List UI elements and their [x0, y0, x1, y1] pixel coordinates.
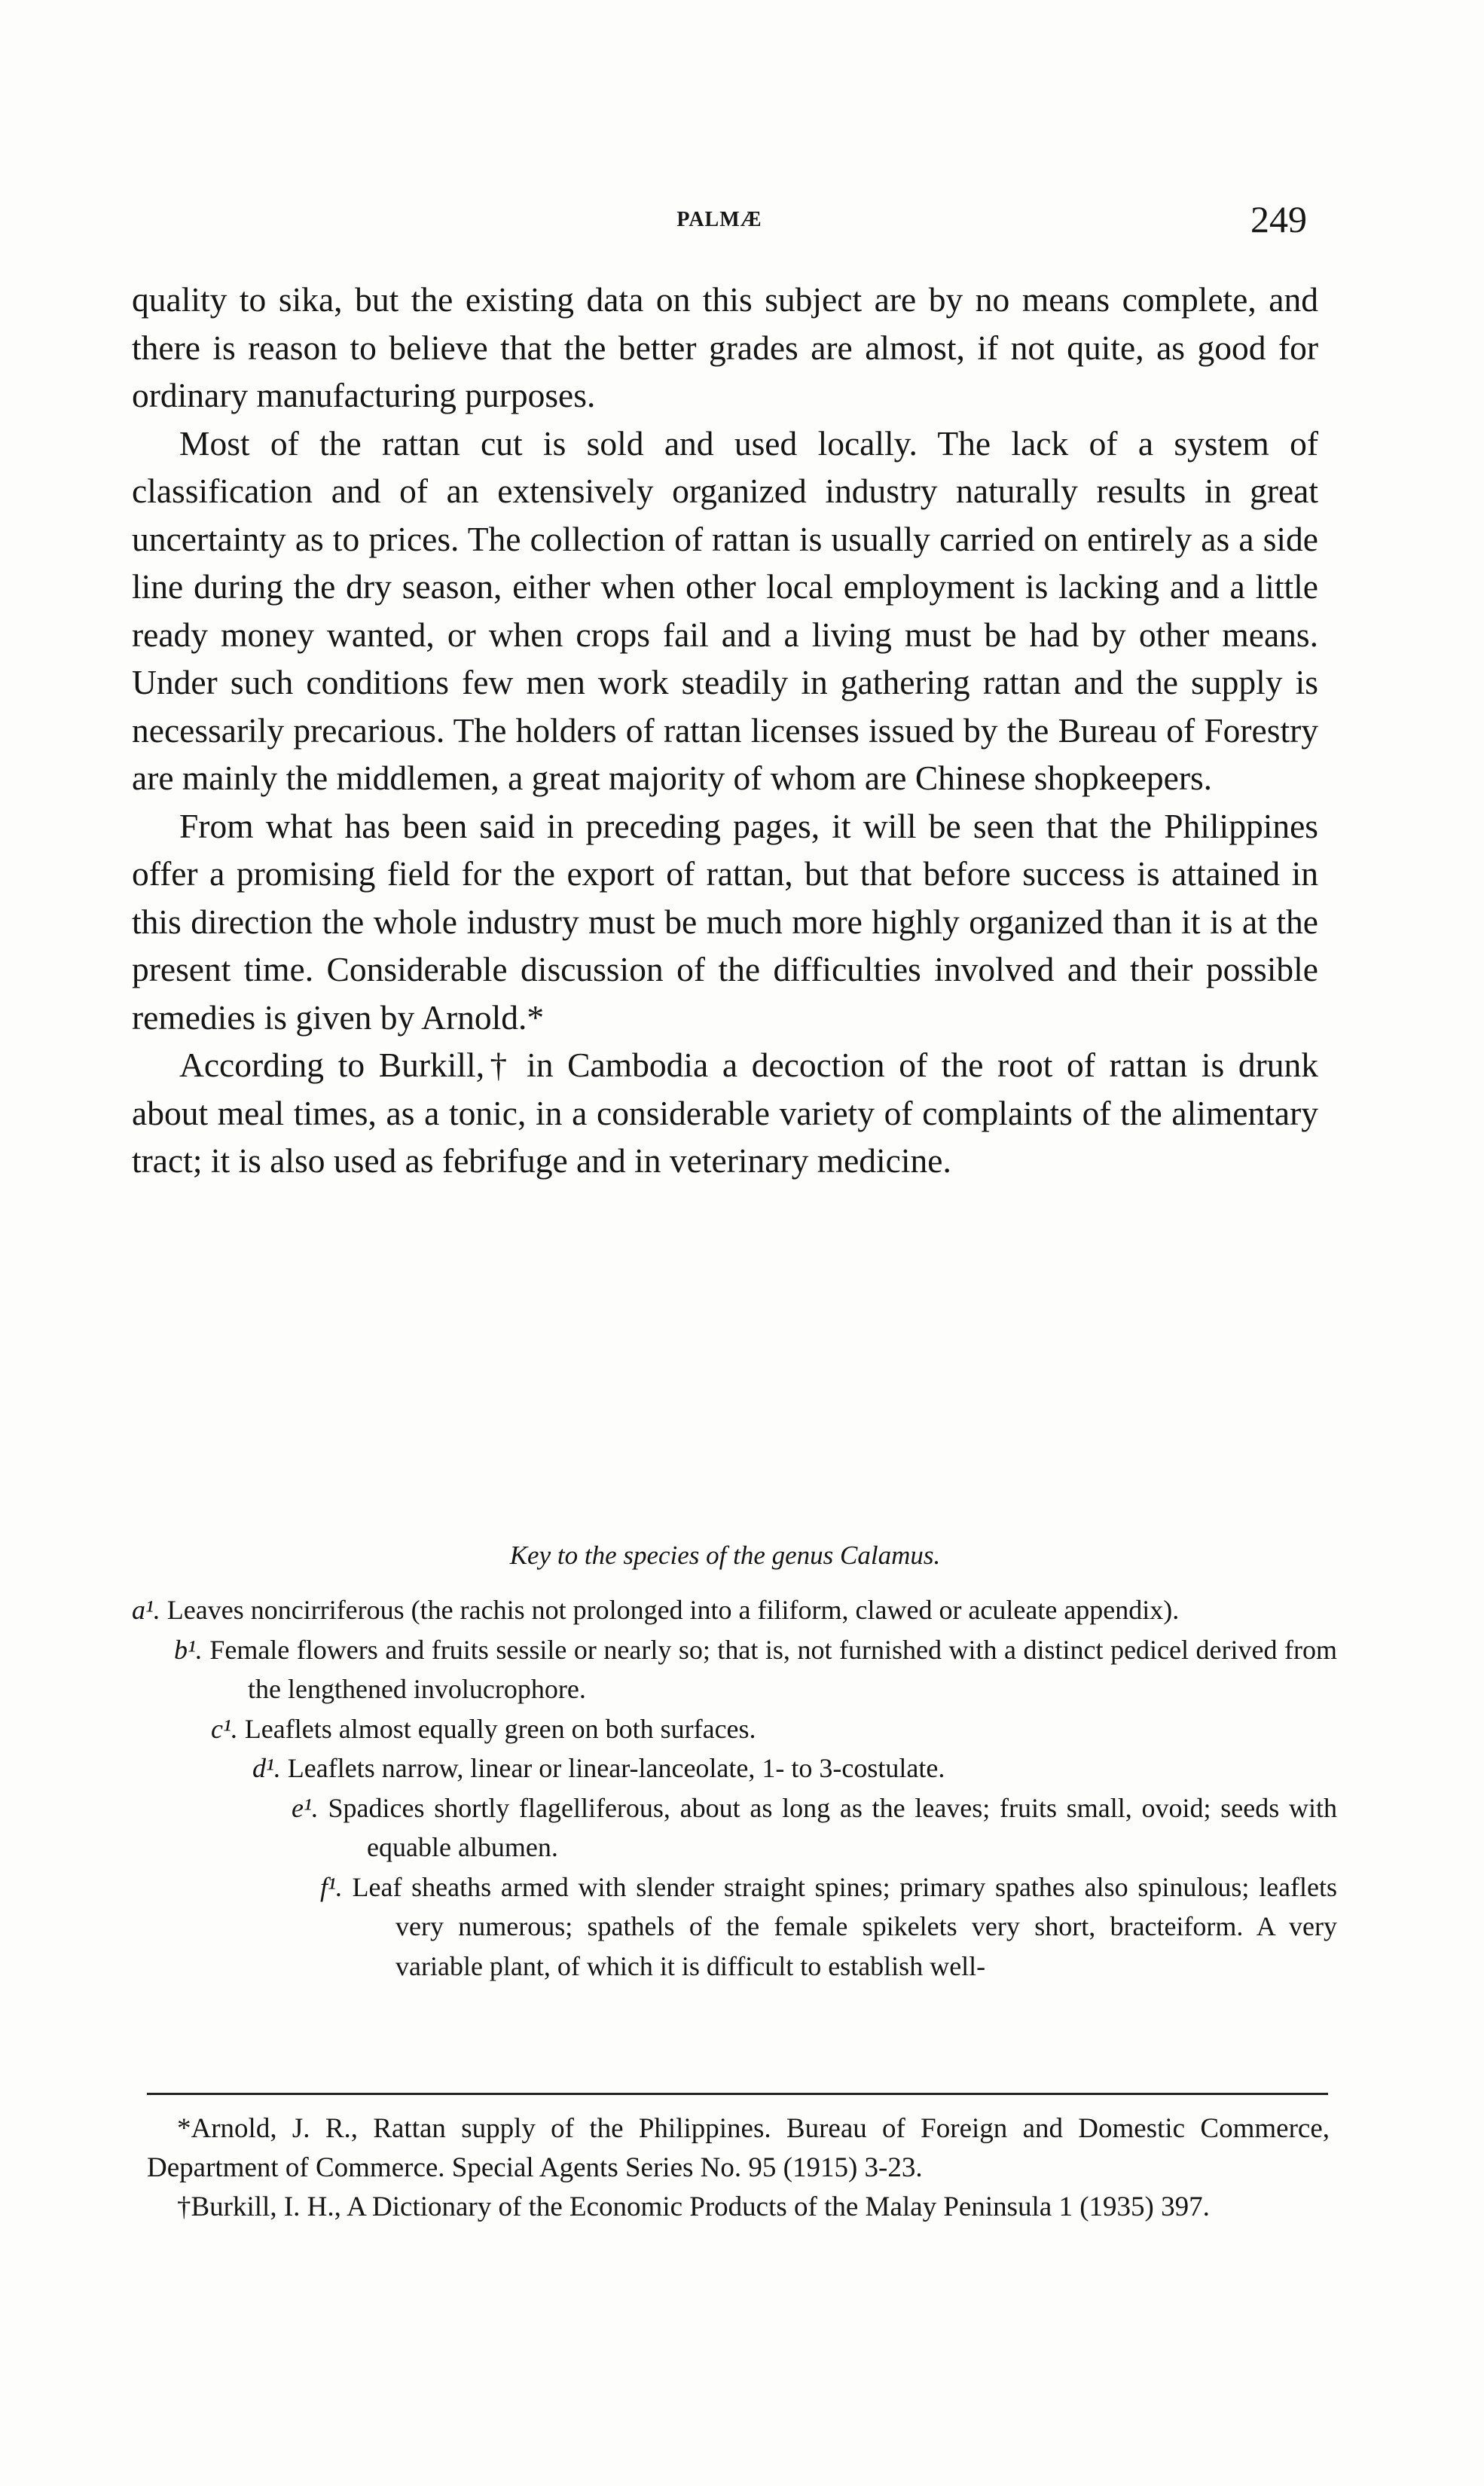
key-entry	[292, 1788, 1337, 1868]
key-label: d¹.	[252, 1753, 281, 1783]
key-label: f¹.	[320, 1871, 343, 1902]
key-text: Leaflets almost equally green on both surfaces.	[244, 1713, 756, 1744]
key-text: Leaf sheaths armed with slender straight spines; primary spathes also spinulous; leaflets very numerous; spathels of the female spikelets very short, bracteiform. A very variable plant, of which it is difficult to establish well-	[352, 1871, 1338, 1981]
species-key	[132, 1590, 1337, 1986]
key-text: Spadices shortly flagelliferous, about as long as the leaves; fruits small, ovoid; seeds with equable albumen.	[328, 1792, 1337, 1862]
body-text	[132, 276, 1318, 1185]
key-entry	[252, 1748, 1337, 1788]
footnote: *Arnold, J. R., Rattan supply of the Philippines. Bureau of Foreign and Domestic Commerce, Department of Commerce. Special Agents Series No. 95 (1915) 3-23.	[147, 2113, 1330, 2183]
page-header	[132, 197, 1307, 258]
footnote: †Burkill, I. H., A Dictionary of the Economic Products of the Malay Peninsula 1 (1935) 397.	[177, 2191, 1210, 2222]
running-head: PALMÆ	[676, 208, 762, 231]
paragraph: According to Burkill,† in Cambodia a decoction of the root of rattan is drunk about meal times, as a tonic, in a considerable variety of complaints of the alimentary tract; it is also used as febrifuge and in veterinary medicine.	[132, 1046, 1318, 1180]
key-entry	[211, 1709, 1337, 1749]
key-heading: Key to the species of the genus Calamus.	[509, 1541, 941, 1570]
page-number: 249	[1250, 198, 1307, 240]
key-text: Leaves noncirriferous (the rachis not prolonged into a filiform, clawed or aculeate appendix).	[166, 1595, 1180, 1625]
key-label: e¹.	[292, 1792, 319, 1823]
footnotes	[147, 2109, 1330, 2227]
key-entry	[132, 1590, 1337, 1630]
paragraph: From what has been said in preceding pages, it will be seen that the Philippines offer a promising field for the export of rattan, but that before success is attained in this direction the whole industry must be much more highly organized than it is at the present time. Considerable discussion of the difficulties involved and their possible remedies is given by Arnold.*	[132, 806, 1318, 1037]
key-label: b¹.	[174, 1634, 203, 1665]
key-label: c¹.	[211, 1713, 238, 1744]
paragraph: Most of the rattan cut is sold and used locally. The lack of a system of classification and of an extensively organized industry naturally results in great uncertainty as to prices. The collection of rattan is usually carried on entirely as a side line during the dry season, either when other local employment is lacking and a little ready money wanted, or when crops fail and a living must be had by other means. Under such conditions few men work steadily in gathering rattan and the supply is necessarily precarious. The holders of rattan licenses issued by the Bureau of Forestry are mainly the middlemen, a great majority of whom are Chinese shopkeepers.	[132, 423, 1318, 797]
key-text: Leaflets narrow, linear or linear-lanceolate, 1- to 3-costulate.	[287, 1753, 945, 1783]
key-entry	[174, 1630, 1337, 1709]
key-label: a¹.	[132, 1595, 160, 1625]
footnote-divider	[147, 2093, 1328, 2095]
key-text: Female flowers and fruits sessile or nearly so; that is, not furnished with a distinct pedicel derived from the lengthened involucrophore.	[209, 1634, 1337, 1704]
key-entry	[320, 1868, 1337, 1987]
paragraph: quality to sika, but the existing data on this subject are by no means complete, and there is reason to believe that the better grades are almost, if not quite, as good for ordinary manufacturing purposes.	[132, 280, 1318, 414]
